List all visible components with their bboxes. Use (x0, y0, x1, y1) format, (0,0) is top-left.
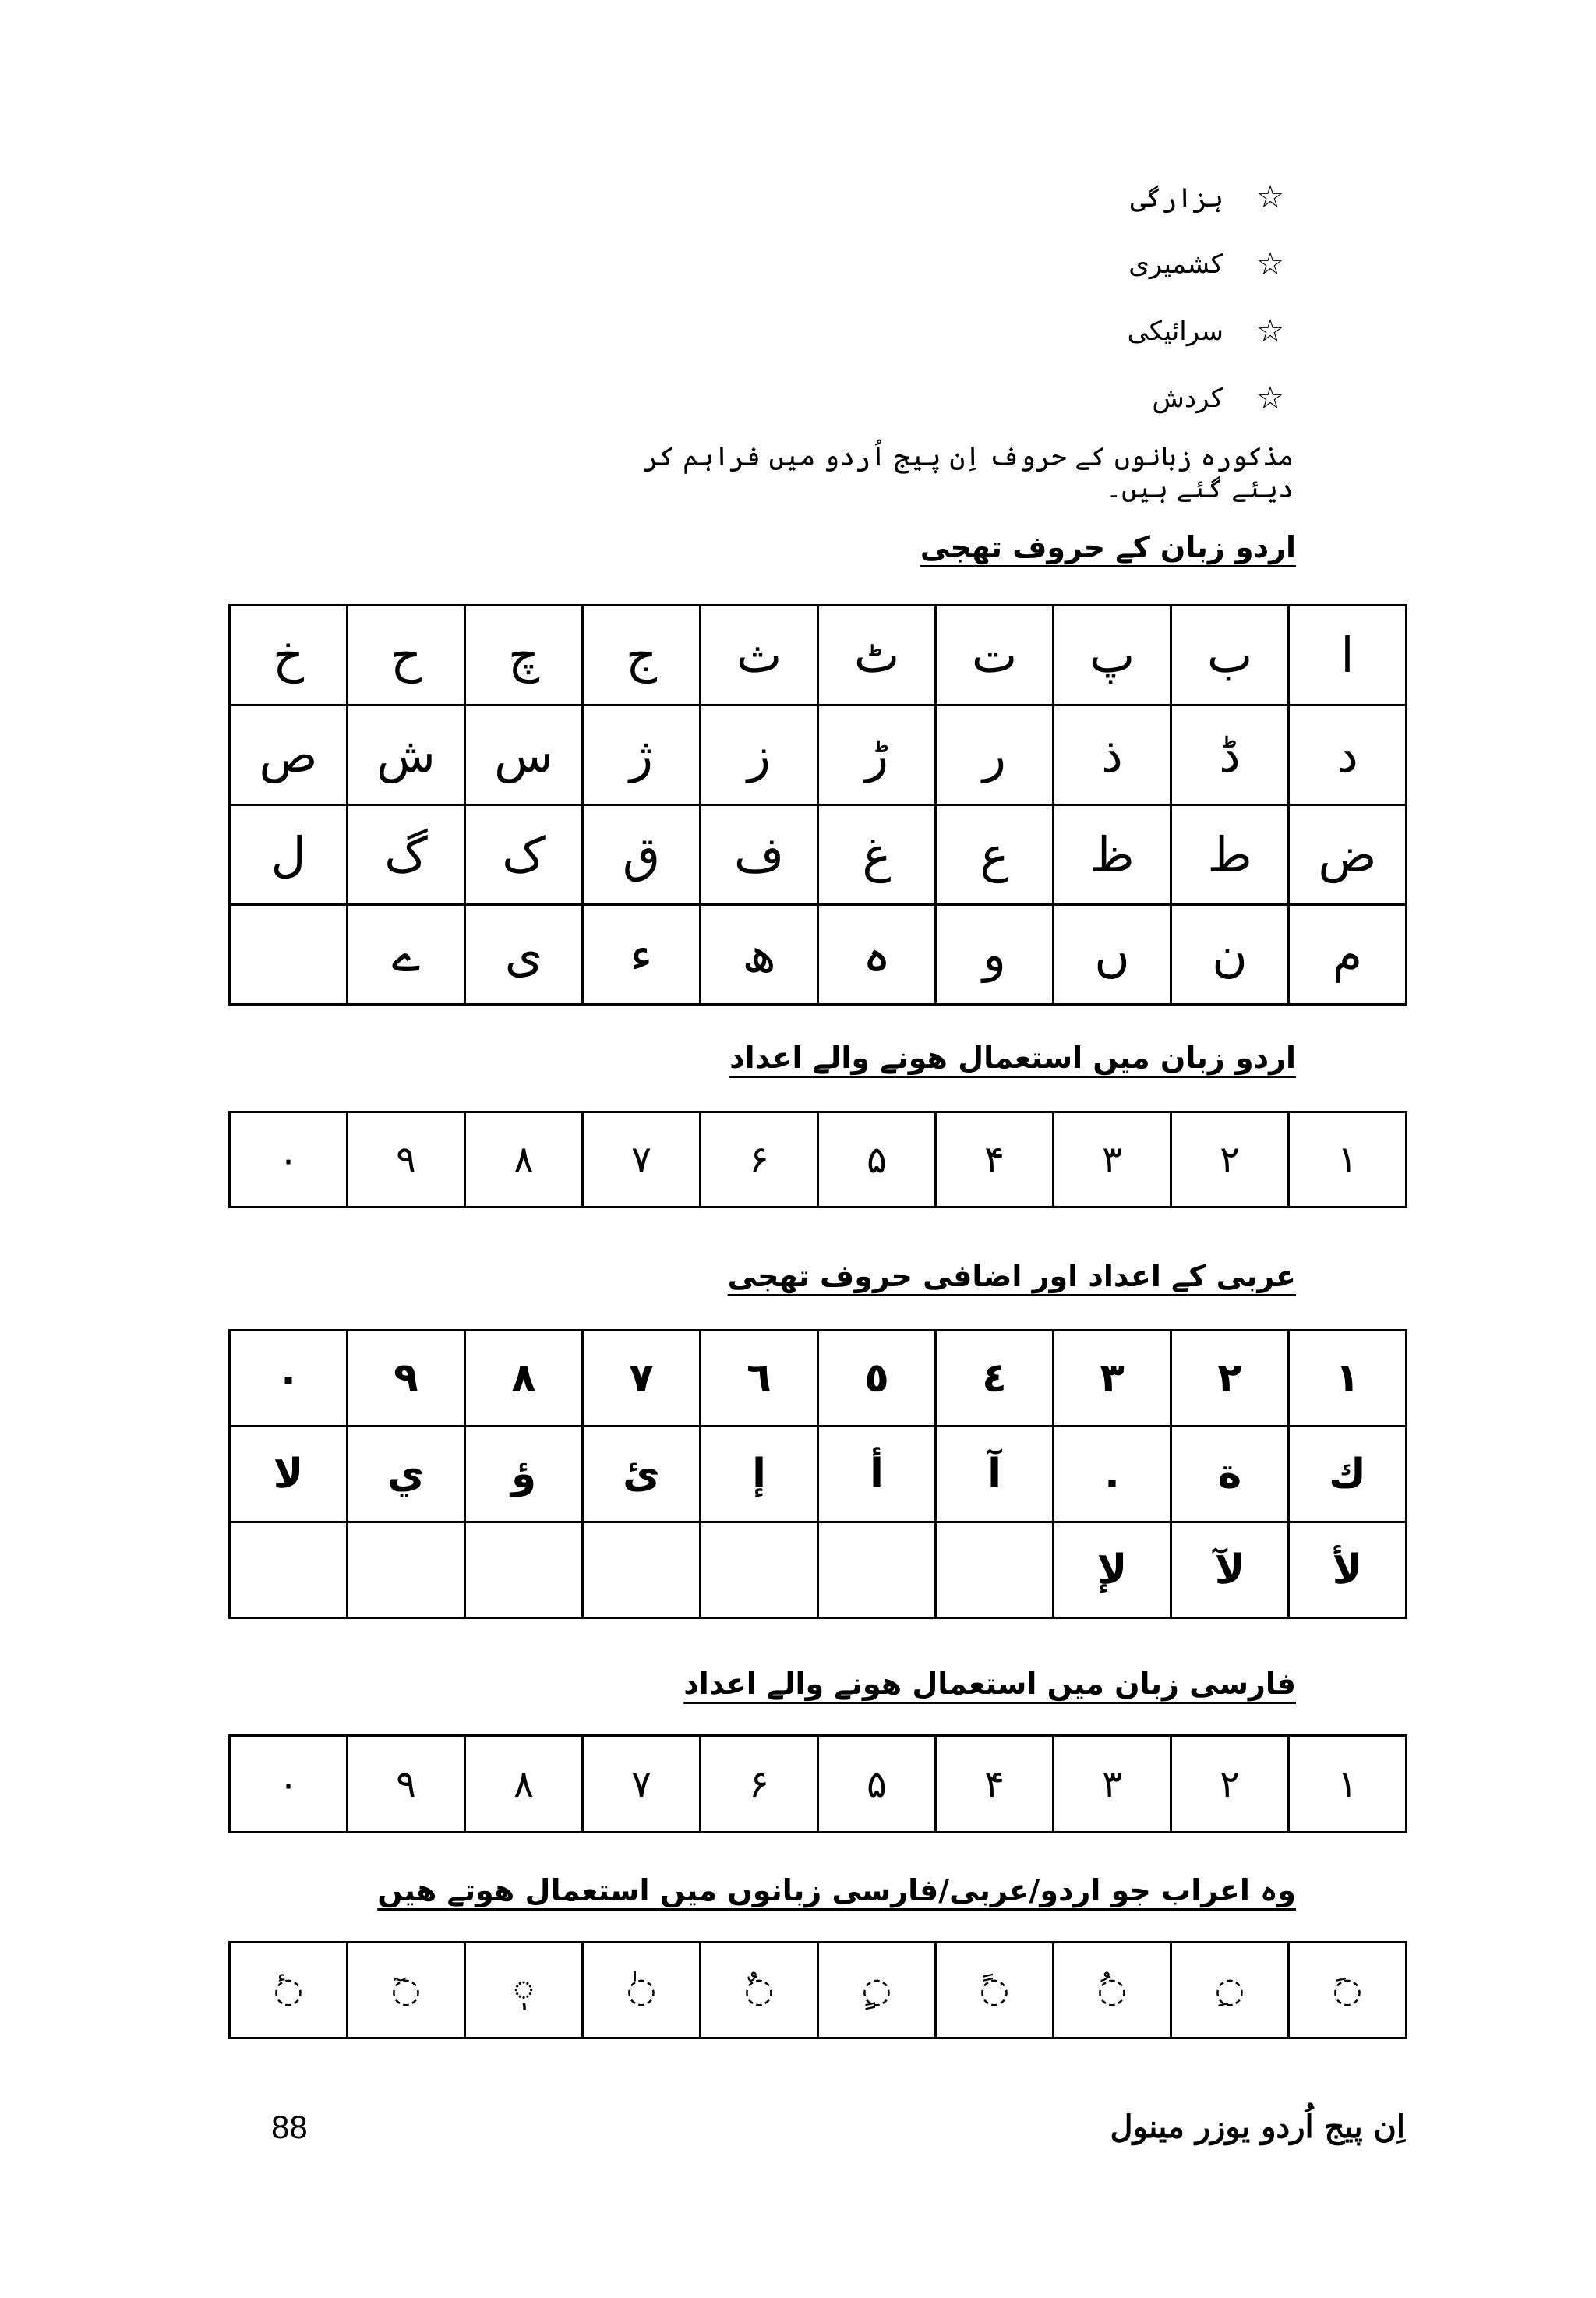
arabic-cell: لا (230, 1427, 348, 1522)
letter-cell: ع (936, 805, 1054, 905)
arabic-cell: آ (936, 1427, 1054, 1522)
diacritic-cell: ◌ٖ (465, 1943, 583, 2038)
arabic-cell: ك (1289, 1427, 1407, 1522)
table-row (230, 1427, 1407, 1522)
letter-cell: ص (230, 705, 348, 805)
star-icon: ☆ (1256, 380, 1284, 416)
diacritic-cell: ◌َ (1289, 1943, 1407, 2038)
arabic-cell: ئ (583, 1427, 701, 1522)
bullet-label: سرائیکی (1127, 316, 1223, 347)
bullet-item (1013, 231, 1294, 298)
bullet-list (1013, 164, 1294, 432)
numeral-cell: ۶ (701, 1112, 818, 1207)
letter-cell: س (465, 705, 583, 805)
star-icon: ☆ (1256, 246, 1284, 282)
bullet-label: ہزارگی (1130, 182, 1223, 214)
numeral-cell: ۵ (818, 1112, 936, 1207)
star-icon: ☆ (1256, 179, 1284, 215)
arabic-cell: لإ (1054, 1522, 1171, 1618)
diacritic-cell: ◌ٰ (583, 1943, 701, 2038)
letter-cell: ڈ (1171, 705, 1289, 805)
letter-cell: ڑ (818, 705, 936, 805)
numeral-cell: ٧ (583, 1736, 701, 1833)
diacritic-cell: ◌ً (936, 1943, 1054, 2038)
table-row (230, 1943, 1407, 2038)
letter-cell: م (1289, 905, 1407, 1005)
numeral-cell: ٠ (230, 1736, 348, 1833)
urdu-alphabet-table (228, 604, 1407, 1006)
urdu-numerals-table (228, 1111, 1407, 1208)
letter-cell: پ (1054, 606, 1171, 705)
arabic-cell: ٧ (583, 1331, 701, 1427)
arabic-cell: ٤ (936, 1331, 1054, 1427)
numeral-cell: ۹ (348, 1112, 465, 1207)
letter-cell: ض (1289, 805, 1407, 905)
bullet-item (1013, 298, 1294, 365)
arabic-cell: ١ (1289, 1331, 1407, 1427)
arabic-cell: لأ (1289, 1522, 1407, 1618)
letter-cell: ذ (1054, 705, 1171, 805)
diacritic-cell: ◌ِ (1171, 1943, 1289, 2038)
table-row (230, 1331, 1407, 1427)
numeral-cell: ١ (1289, 1736, 1407, 1833)
numeral-cell: ٣ (1054, 1736, 1171, 1833)
numeral-cell: ۳ (1054, 1112, 1171, 1207)
letter-cell: ق (583, 805, 701, 905)
arabic-cell: ٠ (230, 1331, 348, 1427)
page-number: 88 (271, 2109, 308, 2145)
letter-cell: چ (465, 606, 583, 705)
letter-cell: ج (583, 606, 701, 705)
arabic-cell: ٩ (348, 1331, 465, 1427)
arabic-cell (465, 1522, 583, 1618)
letter-cell: ل (230, 805, 348, 905)
arabic-cell (583, 1522, 701, 1618)
numeral-cell: ۴ (936, 1112, 1054, 1207)
letter-cell: ہ (818, 905, 936, 1005)
table-row (230, 1736, 1407, 1833)
letter-cell (230, 905, 348, 1005)
letter-cell: ح (348, 606, 465, 705)
footer-title: اِن پیج اُردو یوزر مینول (1110, 2109, 1405, 2145)
letter-cell: ے (348, 905, 465, 1005)
diacritic-cell: ◌ٔ (230, 1943, 348, 2038)
numeral-cell: ۷ (583, 1112, 701, 1207)
numeral-cell: ۲ (1171, 1112, 1289, 1207)
arabic-cell: ٨ (465, 1331, 583, 1427)
letter-cell: د (1289, 705, 1407, 805)
letter-cell: ف (701, 805, 818, 905)
letter-cell: ظ (1054, 805, 1171, 905)
arabic-cell (818, 1522, 936, 1618)
table-row (230, 805, 1407, 905)
table-row (230, 705, 1407, 805)
letter-cell: ط (1171, 805, 1289, 905)
letter-cell: ٹ (818, 606, 936, 705)
table-row (230, 606, 1407, 705)
numeral-cell: ۰ (230, 1112, 348, 1207)
letter-cell: ں (1054, 905, 1171, 1005)
letter-cell: ت (936, 606, 1054, 705)
urdu-alphabet-heading: اردو زبان کے حروف تهجی (920, 530, 1296, 564)
diacritic-cell: ◌ٓ (348, 1943, 465, 2038)
arabic-cell: أ (818, 1427, 936, 1522)
arabic-cell (348, 1522, 465, 1618)
letter-cell: ش (348, 705, 465, 805)
letter-cell: خ (230, 606, 348, 705)
diacritics-heading: وہ اعراب جو اردو/عربی/فارسی زبانوں میں استعمال هوتے هیں (377, 1873, 1296, 1907)
arabic-cell: ؤ (465, 1427, 583, 1522)
numeral-cell: ٩ (348, 1736, 465, 1833)
diacritics-table (228, 1941, 1407, 2039)
bullet-label: کردش (1152, 383, 1223, 414)
numeral-cell: ٢ (1171, 1736, 1289, 1833)
table-row (230, 1522, 1407, 1618)
letter-cell: ی (465, 905, 583, 1005)
letter-cell: ر (936, 705, 1054, 805)
letter-cell: غ (818, 805, 936, 905)
arabic-cell: إ (701, 1427, 818, 1522)
letter-cell: ک (465, 805, 583, 905)
arabic-table (228, 1329, 1407, 1619)
arabic-cell: ٥ (818, 1331, 936, 1427)
arabic-cell: . (1054, 1427, 1171, 1522)
letter-cell: و (936, 905, 1054, 1005)
diacritic-cell: ◌ٍ (818, 1943, 936, 2038)
star-icon: ☆ (1256, 313, 1284, 349)
numeral-cell: ٨ (465, 1736, 583, 1833)
arabic-cell: لآ (1171, 1522, 1289, 1618)
letter-cell: ن (1171, 905, 1289, 1005)
numeral-cell: ۵ (818, 1736, 936, 1833)
table-row (230, 905, 1407, 1005)
numeral-cell: ۱ (1289, 1112, 1407, 1207)
letter-cell: ث (701, 606, 818, 705)
arabic-cell (936, 1522, 1054, 1618)
arabic-cell: ٢ (1171, 1331, 1289, 1427)
arabic-cell: ٦ (701, 1331, 818, 1427)
numeral-cell: ۶ (701, 1736, 818, 1833)
numeral-cell: ۴ (936, 1736, 1054, 1833)
diacritic-cell: ◌ُ (1054, 1943, 1171, 2038)
letter-cell: ء (583, 905, 701, 1005)
intro-paragraph: مذکورہ زبانوں کے حروف اِن پیج اُردو میں فراہم کر دیئے گئے ہیں۔ (643, 441, 1294, 504)
letter-cell: گ (348, 805, 465, 905)
letter-cell: ھ (701, 905, 818, 1005)
arabic-heading: عربی کے اعداد اور اضافی حروف تهجی (727, 1259, 1296, 1293)
persian-numerals-table (228, 1734, 1407, 1833)
bullet-item (1013, 365, 1294, 432)
bullet-item (1013, 164, 1294, 231)
bullet-label: کشمیری (1128, 249, 1223, 280)
table-row (230, 1112, 1407, 1207)
arabic-cell (701, 1522, 818, 1618)
urdu-numerals-heading: اردو زبان میں استعمال هونے والے اعداد (729, 1041, 1296, 1075)
arabic-cell: ي (348, 1427, 465, 1522)
arabic-cell: ٣ (1054, 1331, 1171, 1427)
persian-numerals-heading: فارسی زبان میں استعمال هونے والے اعداد (683, 1667, 1296, 1701)
diacritic-cell: ◌ٌ (701, 1943, 818, 2038)
arabic-cell (230, 1522, 348, 1618)
numeral-cell: ۸ (465, 1112, 583, 1207)
arabic-cell: ة (1171, 1427, 1289, 1522)
letter-cell: ا (1289, 606, 1407, 705)
letter-cell: ب (1171, 606, 1289, 705)
letter-cell: ز (701, 705, 818, 805)
letter-cell: ژ (583, 705, 701, 805)
